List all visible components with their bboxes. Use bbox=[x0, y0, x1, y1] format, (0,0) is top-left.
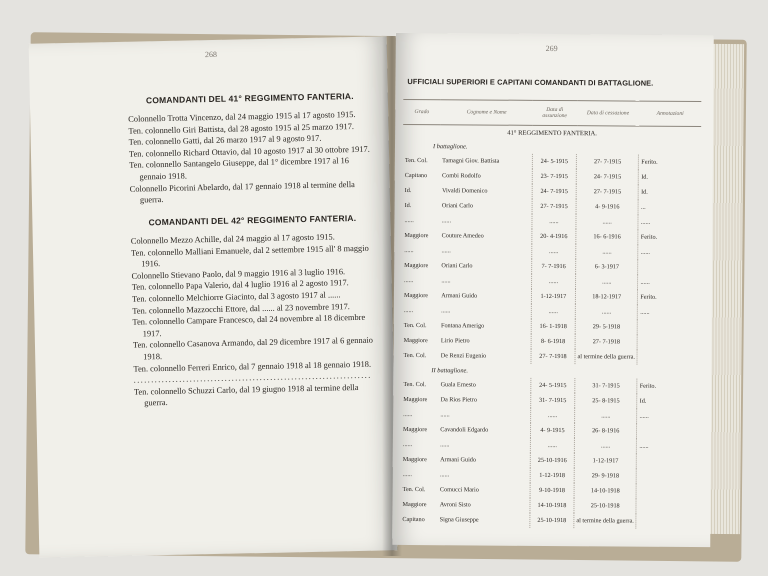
table-cell bbox=[637, 469, 699, 484]
table-cell: Couture Amedeo bbox=[441, 232, 484, 240]
table-cell: Ten. Col. bbox=[403, 351, 427, 360]
table-cell: 27- 7-1918 bbox=[575, 334, 637, 349]
table-cell: 25- 8-1915 bbox=[575, 393, 637, 408]
table-cell: Capitano bbox=[404, 171, 428, 180]
table-cell: ...... bbox=[638, 275, 700, 290]
entry: Ten. colonnello Malliani Emanuele, dal 2 settembre 1915 all' 8 maggio 1916. bbox=[130, 243, 369, 269]
table-cell: ...... bbox=[638, 215, 700, 230]
table-cell: ...... bbox=[576, 244, 638, 259]
table-cell: 25-10-1918 bbox=[574, 498, 636, 513]
table-cell: Ten. Col. bbox=[404, 156, 428, 165]
col-name: Cognome e Nome bbox=[440, 100, 532, 126]
entry: Colonnello Mezzo Achille, dal 24 maggio al 17 agosto 1915. bbox=[130, 232, 335, 246]
table-cell: 14-10-1918 bbox=[530, 498, 574, 513]
table-cell: ...... bbox=[576, 274, 638, 289]
table-cell: 24- 5-1915 bbox=[531, 378, 575, 393]
table-cell: Fontana Amerigo bbox=[440, 322, 485, 330]
table-cell: Cavandoli Edgardo bbox=[440, 426, 489, 434]
entry: Ten. colonnello Melchiorre Giacinto, dal 3 agosto 1917 al ...... bbox=[131, 290, 341, 304]
table-cell: Combi Rodolfo bbox=[442, 172, 481, 180]
table-cell: 7- 7-1916 bbox=[531, 259, 575, 274]
table-cell: 18-12-1917 bbox=[575, 289, 637, 304]
table-cell: ... bbox=[638, 200, 700, 215]
table-cell: ...... bbox=[637, 409, 699, 424]
table-cell: ...... bbox=[532, 244, 576, 259]
table-cell: ...... bbox=[531, 274, 575, 289]
page-number: 269 bbox=[545, 43, 558, 54]
table-cell: ...... bbox=[403, 306, 414, 315]
table-cell: Id. bbox=[637, 394, 699, 409]
table-cell: Guala Ernesto bbox=[440, 381, 476, 389]
table-cell: ...... bbox=[638, 245, 700, 260]
section-heading: COMANDANTI DEL 41° REGGIMENTO FANTERIA. bbox=[145, 91, 354, 106]
table-cell bbox=[636, 514, 698, 529]
page-title: UFFICIALI SUPERIORI E CAPITANI COMANDANTI DI BATTAGLIONE. bbox=[407, 76, 654, 88]
table-cell: ...... bbox=[403, 410, 413, 419]
table-cell: Maggiore bbox=[402, 455, 427, 464]
table-cell: ...... bbox=[404, 276, 414, 285]
table-cell: ...... bbox=[576, 214, 638, 229]
table-cell: 25-10-1918 bbox=[530, 513, 574, 528]
table-cell: Id. bbox=[639, 170, 701, 185]
table-cell bbox=[638, 335, 700, 350]
table-cell bbox=[638, 260, 700, 275]
table-cell: Da Rios Pietro bbox=[440, 396, 477, 404]
table-cell: ...... bbox=[441, 307, 451, 315]
ellipsis-line: .................................................................... bbox=[133, 370, 372, 385]
entry: Colonnello Trotta Vincenzo, dal 24 maggio 1915 al 17 agosto 1915. bbox=[128, 109, 356, 124]
table-cell: Maggiore bbox=[404, 231, 429, 240]
entry: Ten. colonnello Schuzzi Carlo, dal 19 giugno 1918 al termine della guerra. bbox=[133, 382, 359, 408]
table-cell: 27- 7-1915 bbox=[576, 184, 638, 199]
regiment-label: 41° REGGIMENTO FANTERIA. bbox=[507, 129, 597, 137]
table-cell: Id. bbox=[639, 185, 701, 200]
entry: Ten. colonnello Santangelo Giuseppe, dal 1° dicembre 1917 al 16 gennaio 1918. bbox=[129, 156, 350, 182]
table-cell: ...... bbox=[575, 304, 637, 319]
page-number: 268 bbox=[204, 49, 218, 60]
col-grado: Grado bbox=[403, 99, 440, 124]
table-cell: 14-10-1918 bbox=[574, 483, 636, 498]
entry: Ten. colonnello Papa Valerio, dal 4 luglio 1916 al 2 agosto 1917. bbox=[131, 278, 349, 293]
table-cell: Ferito. bbox=[638, 290, 700, 305]
table-cell: ...... bbox=[402, 470, 413, 479]
table-cell: ...... bbox=[574, 438, 636, 453]
table-cell: Tamagni Giov. Battista bbox=[442, 157, 500, 165]
section-41 bbox=[126, 91, 376, 207]
table-cell: 1-12-1917 bbox=[531, 289, 575, 304]
table-cell: Lirio Pietro bbox=[440, 337, 470, 345]
table-cell: Armani Guido bbox=[440, 456, 477, 464]
table-cell: ...... bbox=[531, 304, 575, 319]
entry: Ten. colonnello Richard Ottavio, dal 10 agosto 1917 al 30 ottobre 1917. bbox=[128, 144, 370, 159]
table-cell: ...... bbox=[638, 305, 700, 320]
table-cell: ...... bbox=[439, 471, 450, 479]
table-cell: Maggiore bbox=[403, 395, 428, 404]
table-cell: 31- 7-1915 bbox=[575, 378, 637, 393]
table-cell: ...... bbox=[532, 214, 576, 229]
table-cell bbox=[637, 454, 699, 469]
table-cell: Maggiore bbox=[402, 500, 427, 509]
entry: Ten. colonnello Giri Battista, dal 28 agosto 1915 al 25 marzo 1917. bbox=[128, 121, 355, 136]
battalion-label: I battaglione. bbox=[432, 142, 468, 150]
table-cell: Armani Guido bbox=[441, 292, 478, 300]
table-cell: Ferito. bbox=[638, 230, 700, 245]
table-cell bbox=[638, 320, 700, 335]
table-cell: Maggiore bbox=[402, 425, 428, 434]
table-cell: 26- 8-1916 bbox=[574, 423, 636, 438]
table-cell: ...... bbox=[575, 408, 637, 423]
table-cell: 23- 7-1915 bbox=[532, 169, 576, 184]
table-cell: 27- 7-1918 bbox=[531, 349, 575, 364]
entry: Colonnello Stievano Paolo, dal 9 maggio 1916 al 3 luglio 1916. bbox=[131, 267, 346, 281]
table-cell: 29- 9-1918 bbox=[574, 468, 636, 483]
table-cell: ...... bbox=[440, 441, 450, 449]
table-cell: ...... bbox=[440, 411, 450, 419]
table-cell: Ten. Col. bbox=[403, 321, 427, 330]
table-cell: Id. bbox=[404, 186, 412, 195]
table-cell: Ten. Col. bbox=[402, 485, 426, 494]
table-cell: ...... bbox=[441, 247, 451, 255]
entry: Ten. colonnello Mazzocchi Ettore, dal ...... al 23 novembre 1917. bbox=[132, 301, 350, 316]
table-cell: Capitano bbox=[402, 515, 425, 524]
table-cell: 24- 7-1915 bbox=[576, 169, 638, 184]
table-cell: 24- 5-1915 bbox=[532, 154, 576, 169]
table-cell: Ferito. bbox=[639, 155, 701, 170]
right-page bbox=[392, 33, 714, 547]
table-row bbox=[400, 512, 698, 529]
entry: Colonnello Picorini Abelardo, dal 17 gennaio 1918 al termine della guerra. bbox=[129, 179, 355, 205]
table-cell: 1-12-1917 bbox=[574, 453, 636, 468]
table-cell: 25-10-1916 bbox=[530, 453, 574, 468]
table-cell: 8- 6-1918 bbox=[531, 334, 575, 349]
table-cell: 4- 9-1915 bbox=[530, 423, 574, 438]
col-notes: Annotazioni bbox=[639, 101, 701, 126]
table-cell: Ten. Col. bbox=[403, 380, 427, 389]
table-cell: Comucci Mario bbox=[439, 486, 479, 494]
col-end: Data di cessazione bbox=[577, 101, 640, 126]
table-cell: 27- 7-1915 bbox=[576, 154, 638, 169]
battalion-table bbox=[400, 99, 701, 529]
table-cell: 29- 5-1918 bbox=[575, 319, 637, 334]
left-page bbox=[29, 36, 398, 557]
table-cell: ...... bbox=[441, 217, 452, 225]
table-cell: Avroni Sisto bbox=[439, 501, 471, 509]
table-header bbox=[403, 99, 701, 126]
table-cell: Oriani Carlo bbox=[441, 262, 473, 270]
table-cell: Oriani Carlo bbox=[441, 202, 473, 210]
entry: Ten. colonnello Ferreri Enrico, dal 7 gennaio 1918 al 18 gennaio 1918. bbox=[133, 359, 372, 374]
section-heading: COMANDANTI DEL 42° REGGIMENTO FANTERIA. bbox=[148, 212, 357, 228]
table-cell: 16- 1-1918 bbox=[531, 319, 575, 334]
table-cell: De Renzi Eugenio bbox=[440, 352, 487, 360]
table-cell: ...... bbox=[530, 438, 574, 453]
table-cell: 9-10-1918 bbox=[530, 483, 574, 498]
table-cell: 4- 9-1916 bbox=[576, 199, 638, 214]
table-cell: Maggiore bbox=[403, 291, 429, 300]
table-cell: Id. bbox=[404, 201, 412, 210]
table-cell: ...... bbox=[637, 439, 699, 454]
table-cell: Signa Giuseppe bbox=[439, 516, 479, 524]
table-cell: 6- 3-1917 bbox=[576, 259, 638, 274]
table-cell: Ferito. bbox=[637, 379, 699, 394]
table-cell: Vivaldi Domenico bbox=[441, 187, 488, 195]
entry: Ten. colonnello Casanova Armando, dal 29 dicembre 1917 al 6 gennaio 1918. bbox=[132, 336, 373, 362]
table-cell: ...... bbox=[404, 216, 414, 225]
table-cell bbox=[636, 484, 698, 499]
table-cell: 31- 7-1915 bbox=[531, 393, 575, 408]
battalion-label: II battaglione. bbox=[431, 366, 469, 374]
table-cell: Maggiore bbox=[404, 261, 429, 270]
table-cell: al termine della guerra. bbox=[574, 513, 636, 528]
table-cell bbox=[636, 499, 698, 514]
table-cell: ...... bbox=[404, 246, 414, 255]
col-start: Data di assunzione bbox=[533, 100, 577, 125]
table-cell: 1-12-1918 bbox=[530, 468, 574, 483]
table-cell: 27- 7-1915 bbox=[532, 199, 576, 214]
section-42 bbox=[128, 213, 380, 410]
table-cell: Maggiore bbox=[403, 336, 428, 345]
table-cell bbox=[637, 424, 699, 439]
table-cell: al termine della guerra. bbox=[575, 349, 637, 364]
entry: Ten. colonnello Campare Francesco, dal 24 novembre al 18 dicembre 1917. bbox=[132, 312, 366, 339]
table-cell: 16- 6-1916 bbox=[576, 229, 638, 244]
table-cell bbox=[637, 350, 699, 365]
table-cell: 20- 4-1916 bbox=[532, 229, 576, 244]
table-cell: 24- 7-1915 bbox=[532, 184, 576, 199]
table-cell: ...... bbox=[530, 408, 574, 423]
table-cell: ...... bbox=[402, 440, 413, 449]
table-cell: ...... bbox=[441, 277, 451, 285]
entry: Ten. colonnello Gatti, dal 26 marzo 1917 al 9 agosto 917. bbox=[128, 133, 322, 147]
